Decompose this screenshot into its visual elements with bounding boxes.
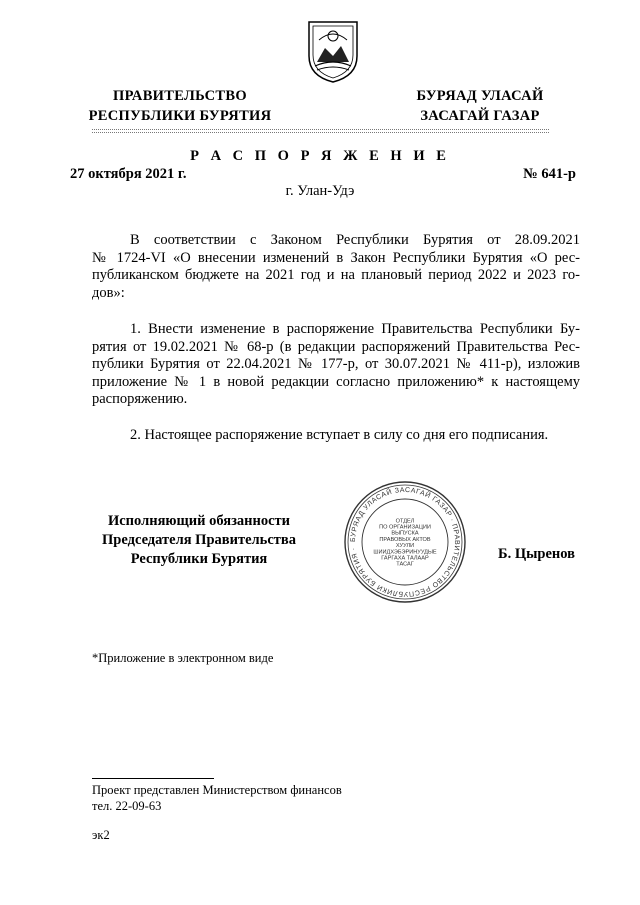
footer-line2: тел. 22-09-63 xyxy=(92,799,162,813)
document-number: № 641-р xyxy=(523,166,576,182)
p2-line4: приложение № 1 в новой редакции согласно приложению* к настоящему xyxy=(92,373,580,390)
header-left-line1: ПРАВИТЕЛЬСТВО xyxy=(113,88,247,104)
document-city: г. Улан-Удэ xyxy=(285,183,355,199)
document-date: 27 октября 2021 г. xyxy=(70,166,187,182)
p2-line5: распоряжению. xyxy=(92,391,188,407)
coat-of-arms-emblem xyxy=(305,18,361,84)
signatory-title-line2: Председателя Правительства xyxy=(102,532,296,548)
p2-line2: рятия от 19.02.2021 № 68-р (в редакции распоряжений Правительства Рес- xyxy=(92,338,580,355)
signatory-name: Б. Цыренов xyxy=(498,546,576,562)
header-right-line2: ЗАСАГАЙ ГАЗАР xyxy=(420,108,540,124)
p1-line4: дов»: xyxy=(92,284,125,301)
stamp-center-line: ШИИДХЭБЭРИНУУДЫЕ xyxy=(373,549,437,556)
header-divider-2 xyxy=(92,132,549,133)
footer-divider xyxy=(92,778,214,779)
footer-code: эк2 xyxy=(92,828,110,842)
stamp-ring-text: БУРЯАД УЛАСАЙ ЗАСАГАЙ ГАЗАР · ПРАВИТЕЛЬСТВО РЕСПУБЛИКИ БУРЯТИЯ · xyxy=(349,486,461,598)
stamp-center-line: ОТДЕЛ xyxy=(395,518,415,525)
signatory-title-line1: Исполняющий обязанности xyxy=(107,513,291,529)
paragraph-item-2: 2. Настоящее распоряжение вступает в силу со дня его подписания. xyxy=(130,427,549,443)
p1-line2: № 1724-VI «О внесении изменений в Закон Республики Бурятия «О рес- xyxy=(92,249,580,266)
p1-line1: В соответствии с Законом Республики Бурятия от 28.09.2021 xyxy=(130,232,580,248)
government-name-ru xyxy=(80,86,280,126)
stamp-center-line: ПО ОРГАНИЗАЦИИ xyxy=(379,524,431,531)
stamp-center-line: ХУУЛИ xyxy=(395,543,415,550)
header-right-line1: БУРЯАД УЛАСАЙ xyxy=(416,88,544,104)
official-stamp xyxy=(343,480,467,604)
p2-line1: 1. Внести изменение в распоряжение Правительства Республики Бу- xyxy=(130,321,580,337)
header-left-line2: РЕСПУБЛИКИ БУРЯТИЯ xyxy=(88,108,272,124)
footer-prepared-by xyxy=(92,782,342,814)
signatory-title xyxy=(84,512,314,569)
paragraph-item-1 xyxy=(92,321,580,409)
stamp-center-line: ВЫПУСКА xyxy=(391,530,419,537)
paragraph-preamble xyxy=(92,232,580,302)
p1-line3: публиканском бюджете на 2021 год и на плановый период 2022 и 2023 го- xyxy=(92,267,580,283)
appendix-footnote: *Приложение в электронном виде xyxy=(92,651,274,665)
signatory-title-line3: Республики Бурятия xyxy=(130,551,268,567)
government-name-bua xyxy=(385,86,575,126)
stamp-center-line: ПРАВОВЫХ АКТОВ xyxy=(379,536,431,543)
stamp-center-line: ТАСАГ xyxy=(396,561,414,568)
header-divider xyxy=(92,129,549,130)
footer-line1: Проект представлен Министерством финансов xyxy=(92,783,342,797)
document-title: Р А С П О Р Я Ж Е Н И Е xyxy=(190,148,450,164)
p2-line3: публики Бурятия от 22.04.2021 № 177-р, от 30.07.2021 № 411-р), изложив xyxy=(92,356,580,372)
stamp-center-line: ГАРГАХА ТАЛААР xyxy=(381,555,429,562)
